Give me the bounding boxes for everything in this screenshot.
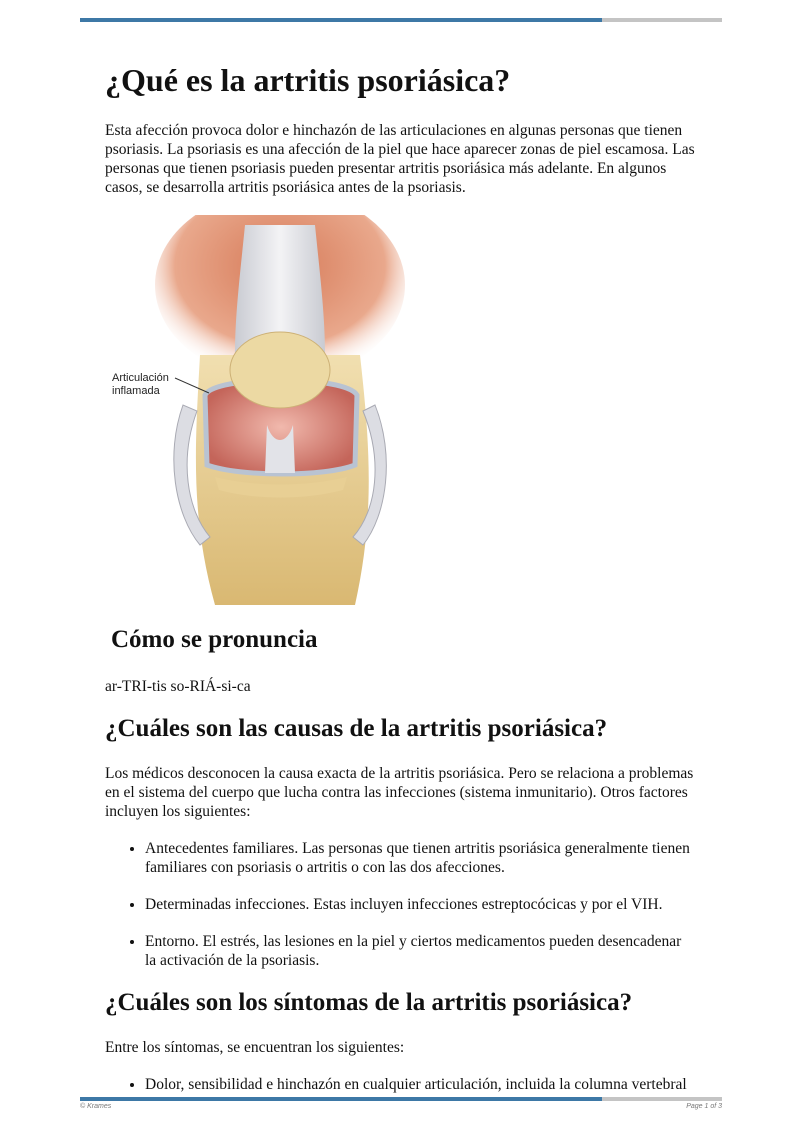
knee-joint-image	[105, 215, 405, 605]
symptoms-list	[105, 1075, 695, 1094]
figure-label	[112, 372, 169, 398]
list-item: • Antecedentes familiares. Las personas que tienen artritis psoriásica generalmente tienen familiares con psoriasis o artritis o con las dos afecciones.	[145, 839, 695, 877]
list-item: • Entorno. El estrés, las lesiones en la piel y ciertos medicamentos pueden desencadenar la activación de la psoriasis.	[145, 932, 695, 970]
causes-list	[105, 839, 695, 970]
footer-copyright: © Krames	[80, 1103, 112, 1110]
bottom-rule	[80, 1097, 722, 1101]
causes-heading: ¿Cuáles son las causas de la artritis psoriásica?	[105, 714, 608, 742]
figure-label-line2: inflamada	[112, 384, 160, 397]
symptoms-heading: ¿Cuáles son los síntomas de la artritis psoriásica?	[105, 988, 633, 1016]
bottom-rule-grey	[602, 1097, 722, 1101]
pronounce-text: ar-TRI-tis so-RIÁ-si-ca	[105, 677, 251, 695]
symptoms-intro: Entre los síntomas, se encuentran los siguientes:	[105, 1038, 405, 1056]
footer-page-number: Page 1 of 3	[686, 1103, 722, 1110]
top-rule-grey	[602, 18, 722, 22]
bottom-rule-accent	[80, 1097, 602, 1101]
page-title: ¿Qué es la artritis psoriásica?	[105, 62, 511, 98]
pronounce-heading: Cómo se pronuncia	[111, 625, 318, 653]
knee-illustration	[105, 215, 405, 605]
causes-intro: Los médicos desconocen la causa exacta de la artritis psoriásica. Pero se relaciona a problemas en el sistema del cuerpo que lucha contra las infecciones (sistema inmunitario). Otros factores incluyen los siguientes:	[105, 764, 694, 820]
patella	[230, 332, 330, 408]
list-item: • Dolor, sensibilidad e hinchazón en cualquier articulación, incluida la columna vertebral	[145, 1075, 695, 1094]
top-rule	[80, 18, 722, 22]
top-rule-accent	[80, 18, 602, 22]
intro-paragraph: Esta afección provoca dolor e hinchazón de las articulaciones en algunas personas que tienen psoriasis. La psoriasis es una afección de la piel que hace aparecer zonas de piel escamosa. Las personas que tienen psoriasis pueden presentar artritis psoriásica más adelante. En algunos casos, se desarrolla artritis psoriásica antes de la psoriasis.	[105, 121, 695, 196]
figure-label-line1: Articulación	[112, 371, 169, 384]
article	[105, 52, 695, 1112]
list-item: • Determinadas infecciones. Estas incluyen infecciones estreptocócicas y por el VIH.	[145, 895, 695, 914]
